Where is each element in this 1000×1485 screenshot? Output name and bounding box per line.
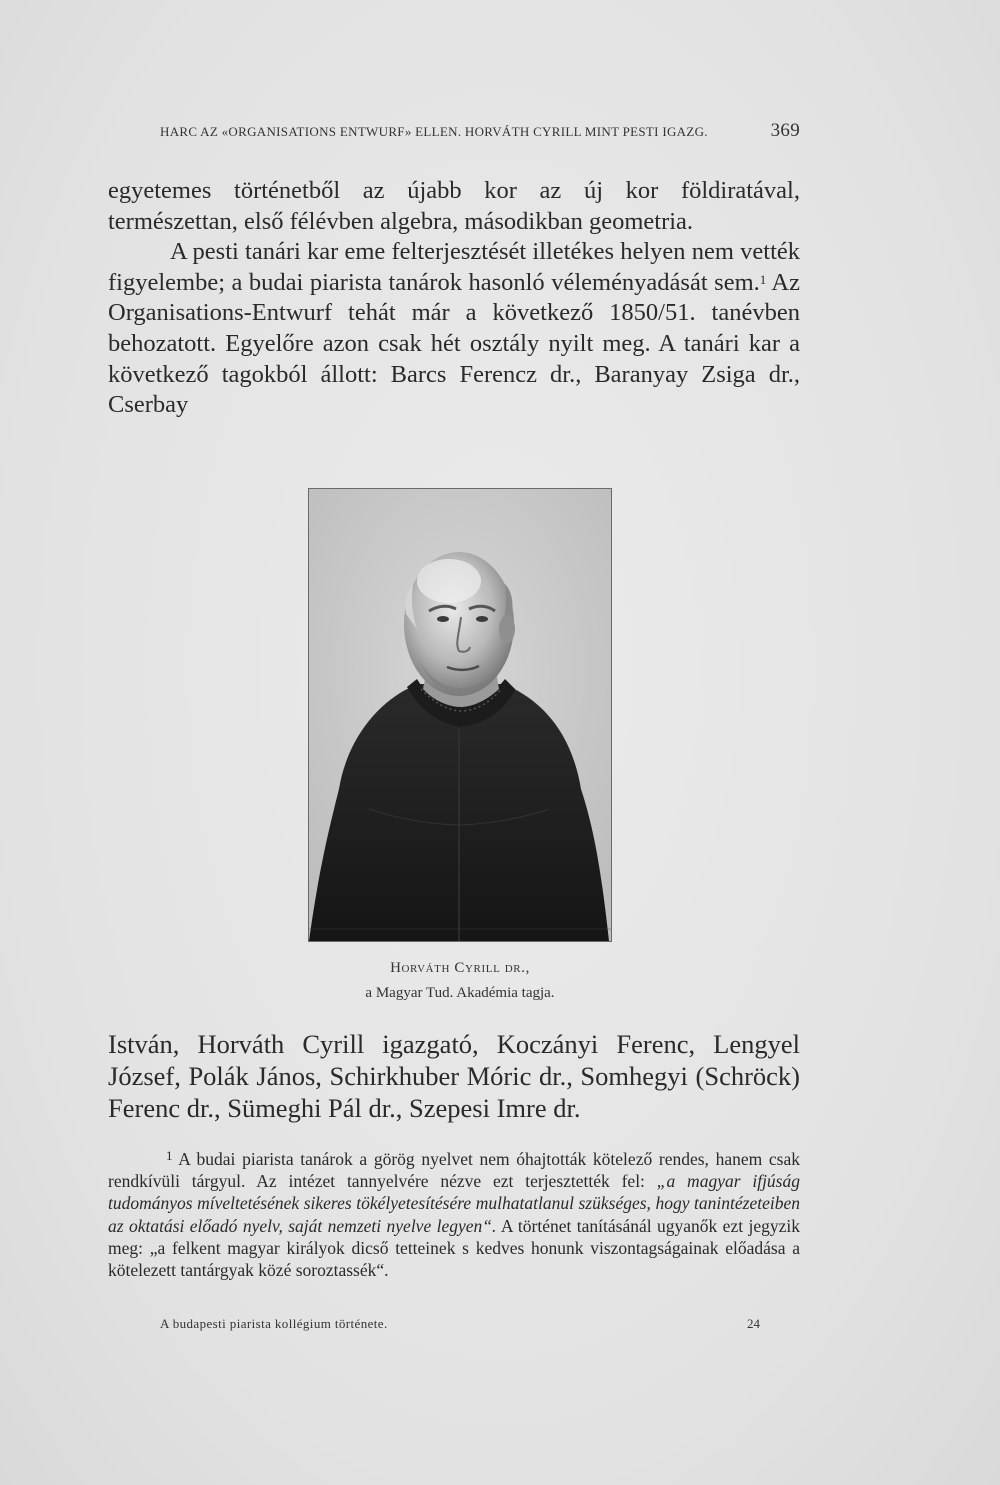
- portrait-image: [309, 489, 611, 941]
- footnote-text-part1: A budai piarista tanárok a görög nyelvet nem óhajtották kötelező rendes, hanem csak rendkívüli tárgyul. Az intézet tannyelvére nézve ezt terjesztették fel:: [108, 1149, 800, 1192]
- figure-caption-subtitle: a Magyar Tud. Akadémia tagja.: [365, 985, 555, 1001]
- signature-number: 24: [747, 1316, 760, 1331]
- body-paragraph-bottom: [108, 1028, 800, 1124]
- footnote-reference[interactable]: 1: [759, 271, 767, 287]
- footnote-quote-italic: „a magyar ifjúság tudományos míveltetésének sikeres tökélyetesítésére mulhatatlanul szükséges, hogy tanintézeteiben az oktatási előadó nyelv, saját nemzeti nyelve legyen“.: [108, 1171, 800, 1236]
- body-paragraph-top: [108, 176, 800, 421]
- paragraph-text-part1: A pesti tanári kar eme felterjesztését illetékes helyen nem vették figyelembe; a budai piarista tanárok hasonló véleményadását sem.: [108, 238, 800, 296]
- figure-caption-name: Horváth Cyrill dr.,: [390, 960, 530, 976]
- paragraph-text-part2: Az Organisations-Entwurf tehát már a következő 1850/51. tanévben behozatott. Egyelőre azon csak hét osztály nyilt meg. A tanári kar a következő tagokból állott: Barcs Ferencz dr., Baranyay Zsiga dr., Cserbay: [108, 268, 800, 419]
- signature-text: A budapesti piarista kollégium története.: [160, 1316, 388, 1331]
- running-head: [160, 120, 800, 144]
- page-number: 369: [770, 120, 800, 141]
- paragraph-faculty-list: István, Horváth Cyrill igazgató, Koczányi Ferenc, Lengyel József, Polák János, Schirkhuber Móric dr., Somhegyi (Schröck) Ferenc dr., Sümeghi Pál dr., Szepesi Imre dr.: [108, 1029, 800, 1123]
- footnote-paragraph: [108, 1148, 800, 1281]
- running-title: HARC AZ «ORGANISATIONS ENTWURF» ELLEN. HORVÁTH CYRILL MINT PESTI IGAZG.: [160, 124, 708, 139]
- paragraph-pesti-tanari-kar: [108, 237, 800, 421]
- paragraph-continuation: egyetemes történetből az újabb kor az új kor földiratával, természettan, első félévben algebra, másodikban geometria.: [108, 177, 800, 235]
- footnote-text-part2: A történet tanításánál ugyanők ezt jegyzik meg: „a felkent magyar királyok dicső tetteinek s kedves honunk viszontagságainak előadása a kötelezett tantárgyak közé soroztassék“.: [108, 1215, 800, 1281]
- portrait-photo: [308, 488, 612, 942]
- footnote-marker: 1: [166, 1148, 173, 1163]
- footnote: [108, 1148, 800, 1281]
- printer-signature: [160, 1316, 760, 1336]
